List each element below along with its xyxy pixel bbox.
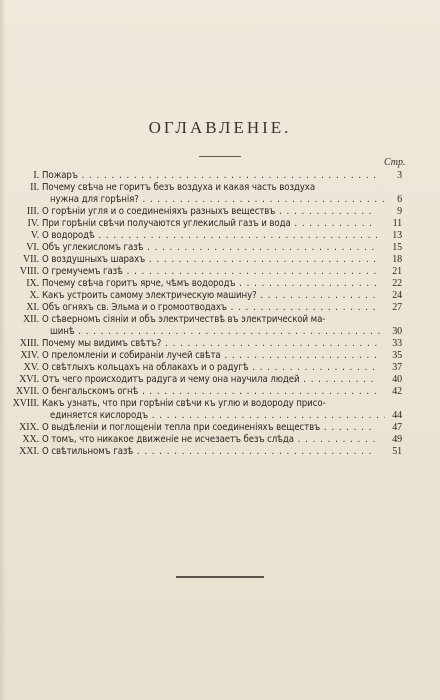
- toc-line: [0, 386, 440, 398]
- toc-chapter-title: О преломленіи и собираніи лучей свѣта . . .: [42, 350, 377, 362]
- toc-chapter-title: Почему мы видимъ свѣтъ? . . .: [42, 338, 377, 350]
- toc-chapter-number: XI.: [26, 302, 39, 313]
- toc-entry: [0, 362, 440, 374]
- toc-chapter-title: Пожаръ . . .: [42, 170, 377, 182]
- toc-chapter-title: Почему свѣча горитъ ярче, чѣмъ водородъ . . .: [42, 278, 377, 290]
- toc-page-number: 9: [397, 206, 402, 217]
- toc-chapter-number: XII.: [23, 314, 39, 325]
- toc-chapter-number: X.: [29, 290, 39, 301]
- toc-line: [0, 302, 440, 314]
- toc-line: [0, 194, 440, 206]
- toc-entry: [0, 398, 440, 422]
- toc-entry: [0, 266, 440, 278]
- toc-page-number: 51: [392, 446, 402, 457]
- toc-entry: [0, 290, 440, 302]
- toc-chapter-number: XVIII.: [12, 398, 39, 409]
- toc-chapter-title: Почему свѣча не горитъ безъ воздуха и какая часть воздуха: [42, 182, 316, 193]
- toc-chapter-title: Какъ устроить самому электрическую машину? . . .: [42, 290, 377, 302]
- toc-chapter-number: VII.: [23, 254, 39, 265]
- toc-chapter-number: IV.: [27, 218, 39, 229]
- toc-page-number: 24: [392, 290, 402, 301]
- toc-chapter-number: IX.: [26, 278, 39, 289]
- toc-entry: [0, 230, 440, 242]
- toc-line: [0, 326, 440, 338]
- toc-chapter-title: Объ огняхъ св. Эльма и о громоотводахъ . . .: [42, 302, 377, 314]
- toc-line: [0, 422, 440, 434]
- toc-entry: [0, 314, 440, 338]
- toc-chapter-number: XV.: [23, 362, 39, 373]
- toc-chapter-title: шинѣ . . .: [50, 326, 385, 338]
- toc-line: [0, 290, 440, 302]
- toc-line: [0, 182, 440, 194]
- toc-line: [0, 218, 440, 230]
- toc-entry: [0, 242, 440, 254]
- toc-page-number: 13: [392, 230, 402, 241]
- toc-page-number: 6: [397, 194, 402, 205]
- toc-chapter-title: О воздушныхъ шарахъ . . .: [42, 254, 377, 266]
- toc-entry: [0, 206, 440, 218]
- toc-line: [0, 338, 440, 350]
- toc-entry: [0, 338, 440, 350]
- toc-entry: [0, 218, 440, 230]
- toc-line: [0, 254, 440, 266]
- toc-chapter-number: XIV.: [20, 350, 39, 361]
- toc-entry: [0, 386, 440, 398]
- toc-chapter-title: О сѣверномъ сіяніи и объ электричествѣ въ электрической ма-: [42, 314, 326, 325]
- toc-entry: [0, 350, 440, 362]
- toc-page-number: 22: [392, 278, 402, 289]
- page-column-label: Стр.: [384, 157, 406, 168]
- toc-chapter-title: Объ углекисломъ газѣ . . .: [42, 242, 377, 254]
- toc-entry: [0, 422, 440, 434]
- toc-line: [0, 350, 440, 362]
- toc-page-number: 27: [392, 302, 402, 313]
- toc-page-number: 11: [392, 218, 402, 229]
- toc-page-number: 3: [397, 170, 402, 181]
- toc-page-number: 30: [392, 326, 402, 337]
- toc-chapter-number: XVII.: [15, 386, 39, 397]
- toc-page-number: 37: [392, 362, 402, 373]
- toc-page-number: 49: [392, 434, 402, 445]
- toc-entry: [0, 302, 440, 314]
- toc-chapter-number: XIII.: [19, 338, 39, 349]
- toc-chapter-number: XVI.: [19, 374, 39, 385]
- toc-entry: [0, 278, 440, 290]
- toc-entry: [0, 434, 440, 446]
- toc-page-number: 44: [392, 410, 402, 421]
- toc-line: [0, 398, 440, 410]
- toc-chapter-number: I.: [33, 170, 39, 181]
- toc-page-number: 21: [392, 266, 402, 277]
- title-divider: [199, 156, 241, 157]
- toc-page-number: 40: [392, 374, 402, 385]
- toc-page-number: 42: [392, 386, 402, 397]
- toc-line: [0, 362, 440, 374]
- toc-line: [0, 170, 440, 182]
- toc-chapter-number: XXI.: [19, 446, 39, 457]
- toc-line: [0, 242, 440, 254]
- toc-chapter-title: О горѣніи угля и о соединеніяхъ разныхъ веществъ . . .: [42, 206, 377, 218]
- toc-chapter-title: Какъ узнать, что при горѣніи свѣчи къ углю и водороду присо-: [42, 398, 326, 409]
- toc-page-number: 35: [392, 350, 402, 361]
- toc-page-number: 18: [392, 254, 402, 265]
- page-title: ОГЛАВЛЕНІЕ.: [148, 118, 292, 137]
- toc-chapter-number: V.: [30, 230, 39, 241]
- bottom-divider: [176, 576, 264, 578]
- toc-entry: [0, 182, 440, 206]
- toc-page-number: 15: [392, 242, 402, 253]
- toc-chapter-title: О свѣтильномъ газѣ . . .: [42, 446, 377, 458]
- toc-chapter-title: О выдѣленіи и поглощеніи тепла при соединеніяхъ веществъ . . .: [42, 422, 377, 434]
- toc-chapter-title: При горѣніи свѣчи получаются углекислый газъ и вода . . .: [42, 218, 377, 230]
- toc-line: [0, 446, 440, 458]
- table-of-contents: [0, 170, 440, 458]
- toc-chapter-title: О водородѣ . . .: [42, 230, 377, 242]
- toc-entry: [0, 446, 440, 458]
- toc-line: [0, 410, 440, 422]
- toc-chapter-number: VIII.: [19, 266, 39, 277]
- toc-chapter-number: XX.: [22, 434, 39, 445]
- toc-line: [0, 278, 440, 290]
- toc-chapter-title: О свѣтлыхъ кольцахъ на облакахъ и о радугѣ . . .: [42, 362, 377, 374]
- toc-chapter-title: О бенгальскомъ огнѣ . . .: [42, 386, 377, 398]
- toc-chapter-title: О томъ, что никакое движеніе не исчезаетъ безъ слѣда . . .: [42, 434, 377, 446]
- toc-page-number: 47: [392, 422, 402, 433]
- toc-entry: [0, 254, 440, 266]
- toc-line: [0, 230, 440, 242]
- toc-chapter-number: III.: [26, 206, 39, 217]
- toc-chapter-number: XIX.: [19, 422, 39, 433]
- toc-line: [0, 434, 440, 446]
- toc-entry: [0, 170, 440, 182]
- toc-entry: [0, 374, 440, 386]
- toc-chapter-number: VI.: [26, 242, 39, 253]
- toc-chapter-title: единяется кислородъ . . .: [50, 410, 385, 422]
- toc-chapter-title: О гремучемъ газѣ . . .: [42, 266, 377, 278]
- toc-page-number: 33: [392, 338, 402, 349]
- toc-line: [0, 266, 440, 278]
- toc-chapter-title: нужна для горѣнія? . . .: [50, 194, 385, 206]
- toc-chapter-title: Отъ чего происходитъ радуга и чему она научила людей . . .: [42, 374, 377, 386]
- toc-line: [0, 314, 440, 326]
- toc-line: [0, 206, 440, 218]
- toc-line: [0, 374, 440, 386]
- toc-chapter-number: II.: [30, 182, 39, 193]
